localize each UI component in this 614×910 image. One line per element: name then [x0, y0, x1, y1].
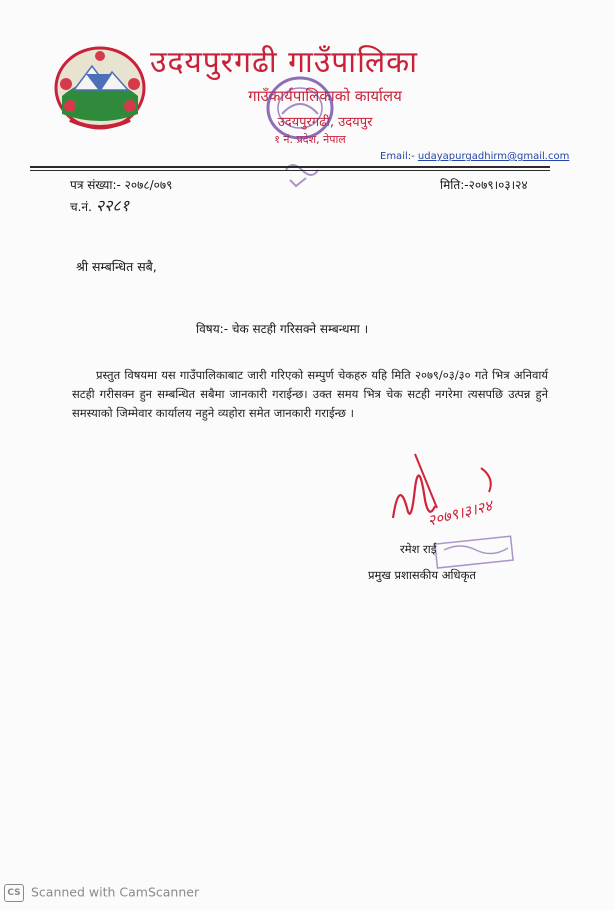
org-name: उदयपुरगढी गाउँपालिका	[150, 45, 418, 80]
signer-title: प्रमुख प्रशासकीय अधिकृत	[368, 568, 476, 582]
dispatch-value: २२८१	[95, 196, 130, 215]
signer-name: रमेश राई	[400, 542, 437, 556]
letter-number: पत्र संख्या:- २०७८/०७९	[70, 178, 173, 192]
letter-date: मिति:-२०७९।०३।२४	[440, 178, 528, 192]
camscanner-logo-icon: CS	[4, 884, 24, 902]
office-name: गाउँकार्यपालिकाको कार्यालय	[248, 87, 402, 105]
scanner-watermark	[4, 884, 199, 902]
scanner-text: Scanned with CamScanner	[30, 884, 200, 900]
nepal-emblem-icon	[52, 44, 148, 132]
office-address: उदयपुरगढी, उदयपुर	[277, 115, 373, 130]
province-line: १ नं. प्रदेश, नेपाल	[274, 133, 346, 146]
letter-body-text: प्रस्तुत विषयमा यस गाउँपालिकाबाट जारी गरिएको सम्पुर्ण चेकहरु यहि मिति २०७९/०३/३० गते भित्र अनिवार्य सटही गरीसक्न हुन सम्बन्धित सबैमा जानकारी गराईन्छ। उक्त समय भित्र चेक सटही नगरेमा त्यसपछि उत्पन्न हुने समस्याको जिम्मेवार कार्यालय नहुने व्यहोरा समेत जानकारी गराईन्छ ।	[72, 368, 548, 420]
addressee: श्री सम्बन्धित सबै,	[76, 259, 157, 274]
email-line	[380, 151, 569, 162]
email-address: udayapurgadhirm@gmail.com	[417, 151, 570, 162]
signature-date: २०७९।३।२४	[425, 496, 494, 530]
signature-stamp-icon	[430, 532, 520, 572]
dispatch-number	[70, 194, 129, 216]
office-stamp-icon	[262, 74, 340, 194]
subject-line: विषय:- चेक सटही गरिसक्ने सम्बन्धमा ।	[196, 322, 369, 336]
handwritten-signature	[385, 448, 515, 538]
header-rule	[30, 166, 550, 168]
email-label: Email:-	[380, 151, 415, 162]
letter-body	[72, 366, 548, 423]
dispatch-label: च.नं.	[70, 200, 92, 214]
header-rule-thin	[30, 170, 550, 171]
